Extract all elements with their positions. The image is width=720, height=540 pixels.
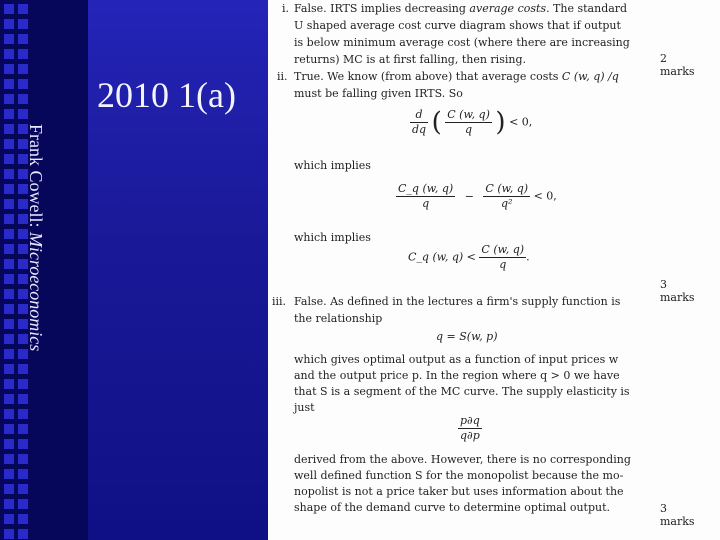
decorative-square <box>4 319 14 329</box>
book-title: Microeconomics <box>26 232 46 352</box>
numerator: C (w, q) <box>481 243 525 256</box>
item-iii-line-7: derived from the above. However, there is no corresponding <box>294 453 631 466</box>
item-iii-line-6: just <box>294 401 315 414</box>
denominator: q <box>422 197 430 210</box>
text: False. IRTS implies decreasing <box>294 2 470 15</box>
decorative-square <box>18 484 28 494</box>
decorative-square <box>4 199 14 209</box>
item-i-line-3: is below minimum average cost (where there are increasing <box>294 36 630 49</box>
decorative-square <box>18 49 28 59</box>
item-iii-line-3: which gives optimal output as a function of input prices w <box>294 353 619 366</box>
decorative-square <box>4 364 14 374</box>
decorative-square <box>18 439 28 449</box>
decorative-square <box>4 334 14 344</box>
decorative-square <box>4 64 14 74</box>
numerator: C (w, q) <box>447 108 490 121</box>
equation-1: $\frac{d}{dq}$ ( $\frac{C (w, q)}{q}$ ) < 0, <box>412 107 533 138</box>
decorative-square <box>18 499 28 509</box>
cost-over-q-squared <box>483 182 530 211</box>
item-ii-line-2: must be falling given IRTS. So <box>294 87 463 100</box>
derivative-operator <box>410 108 428 137</box>
item-iii-line-8: well defined function S for the monopolist because the mo- <box>294 469 624 482</box>
decorative-square <box>4 49 14 59</box>
decorative-square <box>4 424 14 434</box>
decorative-square <box>4 274 14 284</box>
marks-label <box>660 502 706 528</box>
decorative-square <box>4 499 14 509</box>
equation-5 <box>458 414 482 443</box>
decorative-square <box>18 109 28 119</box>
marks-text: 3 marks <box>660 278 695 304</box>
item-ii-label: ii. <box>277 70 288 83</box>
decorative-square <box>4 229 14 239</box>
marginal-cost-fraction <box>396 182 455 211</box>
item-ii-line-1 <box>294 69 619 86</box>
decorative-square <box>4 259 14 269</box>
decorative-square <box>4 154 14 164</box>
decorative-square <box>4 124 14 134</box>
text: . The standard <box>546 2 628 15</box>
decorative-square <box>4 19 14 29</box>
item-iii-line-4: and the output price p. In the region where q > 0 we have <box>294 369 620 382</box>
supply-elasticity-fraction <box>458 414 482 443</box>
which-implies-2: which implies <box>294 231 371 244</box>
text: True. We know (from above) that average costs <box>294 70 562 83</box>
item-iii-line-10: shape of the demand curve to determine optimal output. <box>294 501 611 514</box>
item-iii-line-1: False. As defined in the lectures a firm's supply function is <box>294 295 621 308</box>
equation-2 <box>396 182 557 211</box>
minus-sign: − <box>464 189 474 203</box>
item-iii-line-2: the relationship <box>294 312 383 325</box>
decorative-square <box>4 79 14 89</box>
item-iii-label: iii. <box>272 295 287 308</box>
decorative-square <box>4 514 14 524</box>
decorative-square <box>4 379 14 389</box>
decorative-square <box>4 4 14 14</box>
slide-title: 2010 1(a) <box>97 75 236 115</box>
item-i-label: i. <box>282 2 290 15</box>
decorative-square <box>18 79 28 89</box>
decorative-square <box>4 394 14 404</box>
numerator: d <box>410 108 428 123</box>
decorative-square <box>18 454 28 464</box>
average-cost-fraction <box>479 243 526 272</box>
decorative-square <box>4 529 14 539</box>
decorative-square <box>4 484 14 494</box>
decorative-square <box>4 244 14 254</box>
decorative-square <box>4 349 14 359</box>
marks-label <box>660 278 706 304</box>
period: . <box>526 250 530 264</box>
denominator: q <box>499 258 507 271</box>
decorative-square <box>4 469 14 479</box>
decorative-square <box>18 529 28 539</box>
equation-3 <box>408 243 530 272</box>
numerator: C (w, q) <box>485 182 529 195</box>
denominator: q² <box>501 197 513 210</box>
decorative-square <box>18 424 28 434</box>
decorative-square <box>18 514 28 524</box>
denominator: q <box>465 123 473 136</box>
decorative-square <box>4 454 14 464</box>
answer-document <box>268 0 720 540</box>
marks-label <box>660 52 706 78</box>
equation-4: q = S(w, p) <box>436 330 498 343</box>
decorative-square <box>4 214 14 224</box>
marks-text: 3 marks <box>660 502 695 528</box>
item-i-line-1 <box>294 1 627 18</box>
marks-text: 2 marks <box>660 52 695 78</box>
item-iii-line-5: that S is a segment of the MC curve. The supply elasticity is <box>294 385 630 398</box>
author-caption <box>22 124 46 394</box>
inequality: < 0, <box>533 189 557 203</box>
decorative-square <box>4 184 14 194</box>
emphasis-text: average costs <box>469 2 547 15</box>
numerator: C_q (w, q) <box>398 182 454 195</box>
lhs: C_q (w, q) < <box>408 250 476 264</box>
decorative-square <box>4 109 14 119</box>
author-name: Frank Cowell: <box>26 124 46 232</box>
decorative-square <box>4 139 14 149</box>
decorative-square <box>4 409 14 419</box>
decorative-square <box>18 34 28 44</box>
decorative-square <box>4 34 14 44</box>
decorative-square <box>18 469 28 479</box>
average-cost-fraction <box>445 108 492 137</box>
denominator: q∂p <box>460 429 480 442</box>
numerator: p∂q <box>460 414 480 427</box>
which-implies-1: which implies <box>294 159 371 172</box>
decorative-square <box>4 94 14 104</box>
decorative-square <box>4 169 14 179</box>
item-iii-line-9: nopolist is not a price taker but uses information about the <box>294 485 624 498</box>
math: C (w, q) /q <box>561 70 619 83</box>
decorative-square <box>4 289 14 299</box>
decorative-square <box>4 304 14 314</box>
decorative-square <box>18 409 28 419</box>
decorative-square <box>18 94 28 104</box>
decorative-square <box>18 394 28 404</box>
decorative-square <box>4 439 14 449</box>
item-i-line-2: U shaped average cost curve diagram shows that if output <box>294 19 621 32</box>
inequality: < 0, <box>509 115 533 129</box>
item-i-line-4: returns) MC is at first falling, then rising. <box>294 53 526 66</box>
decorative-square <box>18 64 28 74</box>
decorative-square <box>18 19 28 29</box>
decorative-square <box>18 4 28 14</box>
denominator: dq <box>412 123 427 136</box>
